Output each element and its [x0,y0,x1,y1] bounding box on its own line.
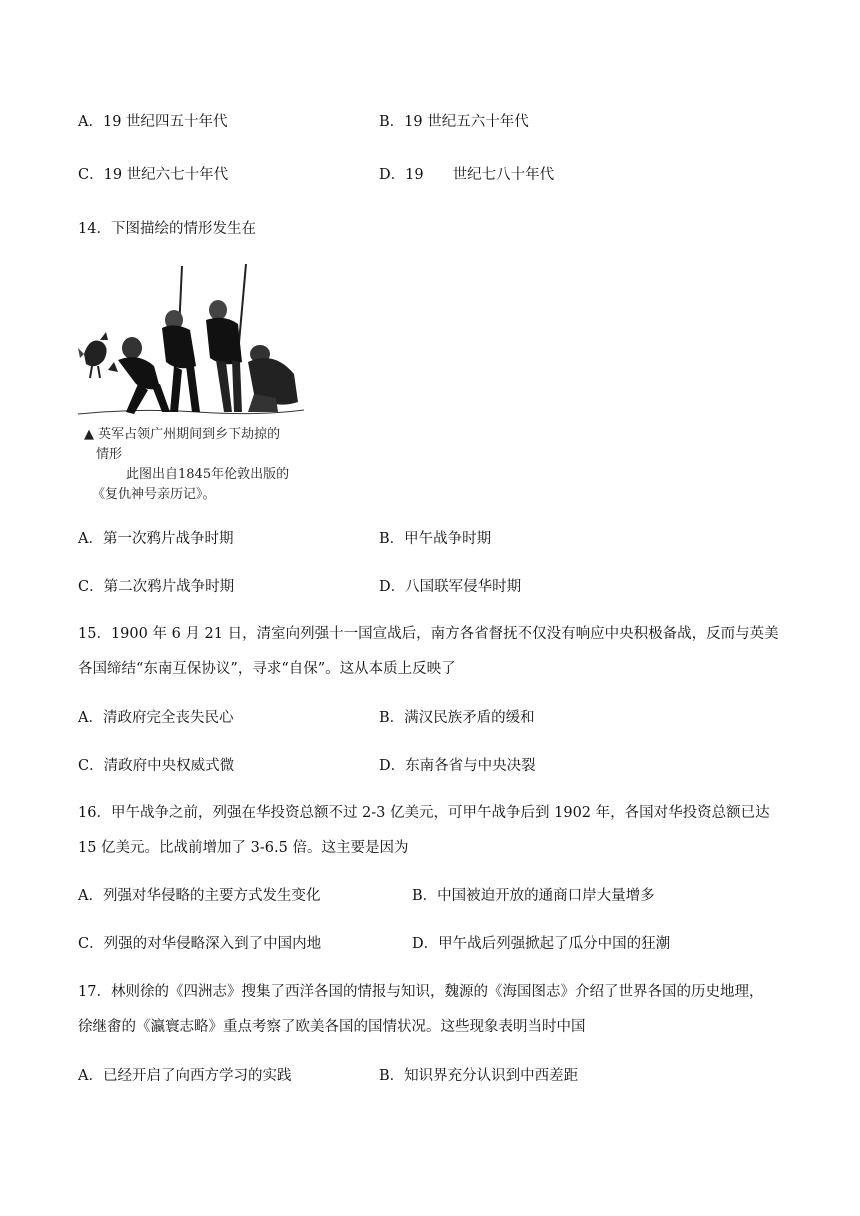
q16-stem-line1: 16．甲午战争之前，列强在华投资总额不过 2-3 亿美元，可甲午战争后到 1902 年，各国对华投资总额已达 [78,805,770,821]
q16-option-d: D．甲午战后列强掀起了瓜分中国的狂潮 [412,936,671,952]
q15-option-d: D．东南各省与中央决裂 [379,758,536,774]
q17-option-b: B．知识界充分认识到中西差距 [379,1068,579,1084]
figure-caption-line1: ▲ 英军占领广州期间到乡下劫掠的 [84,427,281,442]
q16-option-b: B．中国被迫开放的通商口岸大量增多 [412,888,655,904]
q14-option-a: A．第一次鸦片战争时期 [78,531,234,547]
q15-option-c: C．清政府中央权威式微 [78,758,235,774]
soldier-2-drawing [162,266,200,412]
q14-option-d: D．八国联军侵华时期 [379,579,522,595]
q15-option-a: A．清政府完全丧失民心 [78,710,234,726]
q16-option-c: C．列强的对华侵略深入到了中国内地 [78,936,322,952]
villager-drawing [248,345,298,412]
q13-option-d: D．19 世纪七八十年代 [379,167,555,183]
q15-stem-line1: 15．1900 年 6 月 21 日，清室向列强十一国宣战后，南方各省督抚不仅没有响应中央积极备战，反而与英美 [78,626,779,642]
q14-stem: 14．下图描绘的情形发生在 [78,221,256,237]
q16-option-a: A．列强对华侵略的主要方式发生变化 [78,888,321,904]
soldier-1-drawing [108,337,170,414]
q17-option-a: A．已经开启了向西方学习的实践 [78,1068,292,1084]
q14-illustration [78,262,304,506]
q14-option-b: B．甲午战争时期 [379,531,492,547]
q13-option-b: B．19 世纪五六十年代 [379,114,529,130]
figure-caption-line4: 《复仇神号亲历记》。 [92,487,216,502]
q15-stem-line2: 各国缔结“东南互保协议”，寻求“自保”。这从本质上反映了 [78,661,456,677]
q17-stem-line1: 17．林则徐的《四洲志》搜集了西洋各国的情报与知识，魏源的《海国图志》介绍了世界各国的历史地理， [78,984,764,1000]
q15-option-b: B．满汉民族矛盾的缓和 [379,710,535,726]
figure-caption-line2: 情形 [96,447,123,462]
rooster-drawing [78,332,108,378]
q17-stem-line2: 徐继畬的《瀛寰志略》重点考察了欧美各国的国情状况。这些现象表明当时中国 [78,1019,586,1035]
soldiers-looting-drawing [78,262,304,422]
figure-caption-line3: 此图出自1845年伦敦出版的 [126,467,290,482]
q14-option-c: C．第二次鸦片战争时期 [78,579,235,595]
q16-stem-line2: 15 亿美元。比战前增加了 3-6.5 倍。这主要是因为 [78,840,409,856]
q13-option-c: C．19 世纪六七十年代 [78,167,229,183]
soldier-3-drawing [206,264,246,412]
q13-option-a: A．19 世纪四五十年代 [78,114,228,130]
